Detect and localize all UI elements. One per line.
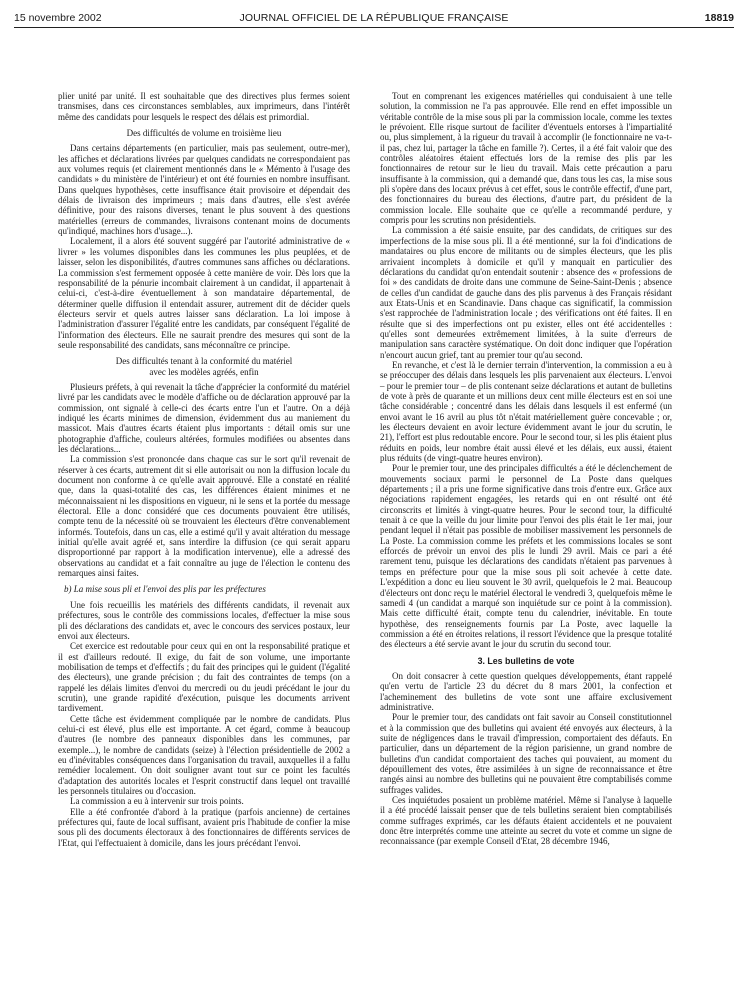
paragraph: Cette tâche est évidemment compliquée par le nombre de candidats. Plus celui-ci est élevé, plus elle est importante. A cet égard, comme à beaucoup d'autres (le nombre des panneaux disponibles dans les communes, par exemple...), le nombre de candidats (seize) à l'élection présidentielle de 2002 a eu d'inévitables conséquences dans l'organisation du travail, auxquelles il a fallu remédier localement. On doit souligner avant tout sur ce point les facultés d'adaptation des autorités locales et l'esprit constructif dans lequel ont travaillé les personnels titulaires ou d'occasion. bbox=[58, 713, 350, 796]
paragraph: On doit consacrer à cette question quelques développements, étant rappelé qu'en vertu de l'article 23 du décret du 8 mars 2001, la confection et l'acheminement des bulletins de vote sont une affaire exclusivement administrative. bbox=[380, 670, 672, 712]
paragraph: Dans certains départements (en particulier, mais pas seulement, outre-mer), les affiches et déclarations livrées par quelques candidats ne correspondaient pas aux volumes requis (et clairement mentionnés dans le « Mémento à l'usage des candidats » du ministère de l'intérieur) et ont été fournies en nombre insuffisant. Dans quelques hypothèses, cette insuffisance était provisoire et dépendait des délais de livraison des imprimeurs ; mais dans d'autres, elle s'est avérée définitive, pour des raisons diverses, tenant le plus souvent à des questions matérielles (erreurs de commandes, livraisons contenant moins de documents qu'indiqué, machines hors d'usage...). bbox=[58, 143, 350, 237]
paragraph: Localement, il a alors été souvent suggéré par l'autorité administrative de « livrer » les volumes disponibles dans les communes les plus peuplées, et de laisser, selon les disponibilités, d'autres communes sans affiches ou déclarations. La commission s'est fermement opposée à cette manière de voir. Dès lors que la responsabilité de la pénurie incombait clairement à un candidat, il appartenait à celui-ci, c'est-à-dire éventuellement à son mandataire départemental, de déterminer quelle diffusion il entendait assurer, autrement dit de décider quels électeurs servir et quels autres laisser sans déclaration. La loi impose à l'administration d'assurer l'égalité entre les candidats, par conséquent l'égalité de l'information des électeurs. Elle ne saurait prendre des mesures qui sont de la seule responsabilité des candidats, sans méconnaître ce principe. bbox=[58, 236, 350, 350]
paragraph: Pour le premier tour, une des principales difficultés a été le déclenchement de mouvements sociaux parmi le personnel de La Poste dans quelques départements ; il a pris une forme significative dans trois d'entre eux. Grâce aux négociations rapidement engagées, les retards qui en ont résulté ont été circonscrits et limités à vingt-quatre heures. Pour le second tour, la difficulté tenait à ce que la veille du jour limite pour l'envoi des plis était le 1er mai, jour pendant lequel il n'était pas possible de mobiliser massivement les personnels de La Poste. La commission comme les préfets et les commissions locales se sont efforcés de prévoir un envoi des plis le lundi 29 avril. Mais ce pari a été rarement tenu, puisque les déclarations des candidats n'étaient pas parvenues à temps en préfecture pour que la mise sous pli soit achevée à cette date. L'expédition a donc eu lieu souvent le 30 avril, quelquefois le 2 mai. Beaucoup d'électeurs ont donc reçu le matériel électoral le vendredi 3, quelquefois même le samedi 4 (un candidat a marqué son inquiétude sur ce point à la commission). Mais cette difficulté était, compte tenu du calendrier, inévitable. En toute hypothèse, des renseignements fournis par La Poste, avec laquelle la commission a été en étroites relations, il ressort l'évidence que la presque totalité des électeurs a été servie avant le jour du scrutin du second tour. bbox=[380, 463, 672, 650]
paragraph: La commission s'est prononcée dans chaque cas sur le sort qu'il revenait de réserver à ces écarts, autrement dit si elle autorisait ou non la diffusion locale du document non conforme à ce qu'elle avait approuvé. Elle a constaté en réalité que, dans la quasi-totalité des cas, les différences étaient minimes et ne méconnaissaient ni les dispositions en vigueur, ni le sens et la portée du message électoral. Elle a donc considéré que ces documents pouvaient être utilisés, compte tenu de la nécessité où se trouvaient les électeurs d'être convenablement informés. Toutefois, dans un cas, elle a estimé qu'il y avait altération du message initial qu'elle avait agréé et, sans interdire la diffusion (ce qui serait apparu disproportionné par rapport à la modification intervenue), elle a adressé des observations au candidat et a fait connaître au juge de l'élection le contenu des remarques ainsi faites. bbox=[58, 454, 350, 579]
section-heading: Des difficultés de volume en troisième lieu bbox=[126, 128, 282, 139]
section-heading bbox=[58, 356, 350, 377]
paragraph: Pour le premier tour, des candidats ont fait savoir au Conseil constitutionnel et à la commission que des bulletins qui avaient été envoyés aux électeurs, à la suite de négligences dans le travail d'impression, comportaient des défauts. En particulier, dans un département de la région parisienne, un grand nombre de bulletins d'un candidat comportaient des taches qui pouvaient, au moment du dépouillement des votes, être assimilées à un signe de reconnaissance et être rangés ainsi au nombre des bulletins qui ne pouvaient être comptabilisés comme suffrages valides. bbox=[380, 712, 672, 795]
paragraph: La commission a été saisie ensuite, par des candidats, de critiques sur des imperfections de la mise sous pli. Il a été mentionné, sur la foi d'indications de mandataires ou plus encore de militants ou de simples électeurs, que les plis arrivaient incomplets à domicile et qu'il y manquait en particulier des déclarations du candidat qu'on entendait soutenir : absence des « professions de foi » des candidats de droite dans une commune de Seine-Saint-Denis ; absence de celles d'un candidat de gauche dans des plis parvenus à des Français résidant aux Etats-Unis et en Scandinavie. Dans chaque cas significatif, la commission s'est rapprochée de l'administration locale ; des vérifications ont été faites. Il en résulte que si des imperfections ont pu exister, elles ont été accidentelles : qu'elles sont demeurées extrêmement limitées, à la suite d'erreurs de manipulation sans caractère systématique. On doit donc indiquer que l'opération n'encourt aucun grief, tant au premier tour qu'au second. bbox=[380, 225, 672, 360]
paragraph: Tout en comprenant les exigences matérielles qui conduisaient à une telle solution, la commission ne l'a pas approuvée. Elle rend en effet impossible un véritable contrôle de la mise sous pli par la commission locale, comme les textes le prévoient. Elle risque surtout de faciliter d'éventuels entorses à l'impartialité ou, plus simplement, à la rigueur du travail à accomplir (le fonctionnaire ne va-t-il pas, chez lui, partager la tâche en famille ?). Certes, il a été fait valoir que des contrôles aléatoires étaient effectués lors de la remise des plis par les fonctionnaires de retour sur le lieu du travail. Mais cette précaution a paru insuffisante à la commission, qui a demandé que, dans tous les cas, la mise sous pli s'opère dans des locaux prévus à cet effet, sous le contrôle effectif, d'une part, des fonctionnaires du bureau des élections, d'autre part, du président de la commission locale. Elle souhaite que ce qu'elle a recommandé perdure, y compris pour les scrutins non présidentiels. bbox=[380, 91, 672, 226]
header-journal-title: JOURNAL OFFICIEL DE LA RÉPUBLIQUE FRANÇAISE bbox=[239, 12, 509, 24]
header-page-number: 18819 bbox=[704, 12, 734, 24]
header-date: 15 novembre 2002 bbox=[14, 12, 102, 24]
left-column bbox=[58, 91, 350, 848]
section-heading: 3. Les bulletins de vote bbox=[477, 655, 575, 666]
page-header bbox=[14, 11, 734, 28]
heading-line: avec les modèles agréés, enfin bbox=[149, 366, 259, 377]
paragraph: Ces inquiétudes posaient un problème matériel. Même si l'analyse à laquelle il a été procédé laissait penser que de tels bulletins seraient bien comptabilisés comme suffrages exprimés, car les défauts étaient accidentels et ne pouvaient donc être interprétés comme une atteinte au secret du vote et comme un signe de reconnaissance (par exemple Conseil d'Etat, 28 décembre 1946, bbox=[380, 795, 672, 847]
paragraph: En revanche, et c'est là le dernier terrain d'intervention, la commission a eu à se préoccuper des délais dans lesquels les plis parvenaient aux électeurs. L'envoi – pour le premier tour – de plis contenant seize déclarations et autant de bulletins de vote à près de quarante et un millions deux cent mille électeurs est en soi une tâche considérable ; concentré dans les délais dans lesquels il est enfermé (un envoi avant le 16 avril au plus tôt n'était matériellement guère concevable ; or, les électeurs devaient en avoir lecture évidemment avant le jour du scrutin, le 21), l'effort est plus redoutable encore. Pour le second tour, si les plis étaient plus réduits en poids, leur nombre était aussi élevé et les délais, eux aussi, étaient plus réduits (de vingt-quatre heures environ). bbox=[380, 359, 672, 464]
paragraph: La commission a eu à intervenir sur trois points. bbox=[70, 796, 244, 807]
paragraph: Plusieurs préfets, à qui revenait la tâche d'apprécier la conformité du matériel livré par les candidats avec le modèle d'affiche ou de déclaration approuvé par la commission, ont signalé à celle-ci des écarts entre l'un et l'autre. On a déjà indiqué les écarts minimes de dimension, évidemment dus au maniement du massicot. Mais d'autres écarts étaient plus importants : détail omis sur une photographie d'affiche, couleurs altérées, formules modifiées ou absentes dans les déclarations... bbox=[58, 381, 350, 454]
right-column bbox=[380, 91, 672, 847]
heading-line: Des difficultés tenant à la conformité du matériel bbox=[115, 356, 293, 367]
paragraph: Une fois recueillis les matériels des différents candidats, il revenait aux préfectures, sous le contrôle des commissions locales, d'effectuer la mise sous pli des déclarations des candidats et, avec le concours des services postaux, leur envoi aux électeurs. bbox=[58, 599, 350, 641]
paragraph: Cet exercice est redoutable pour ceux qui en ont la responsabilité pratique et il est d'ailleurs redouté. Il exige, du fait de son volume, une importante mobilisation de temps et d'effectifs ; du fait des principes qui le guident (l'égalité des électeurs), une grande précision ; du fait des contraintes de temps (on a rappelé les délais limites d'envoi du mercredi ou du jeudi précédant le jour du scrutin), une grande rapidité d'exécution, puisque les documents arrivent tardivement. bbox=[58, 641, 350, 714]
subsection-heading: b) La mise sous pli et l'envoi des plis par les préfectures bbox=[64, 584, 266, 595]
paragraph: plier unité par unité. Il est souhaitable que des directives plus fermes soient transmises, dans ces circonstances semblables, aux imprimeurs, dans l'intérêt même des candidats pour lesquels le respect des délais est primordial. bbox=[58, 91, 350, 122]
paragraph: Elle a été confrontée d'abord à la pratique (parfois ancienne) de certaines préfectures qui, faute de local suffisant, avaient pris l'habitude de confier la mise sous pli des documents électoraux à des fonctionnaires de différents services de l'Etat, qui l'effectuaient à domicile, dans les jours précédant l'envoi. bbox=[58, 806, 350, 848]
